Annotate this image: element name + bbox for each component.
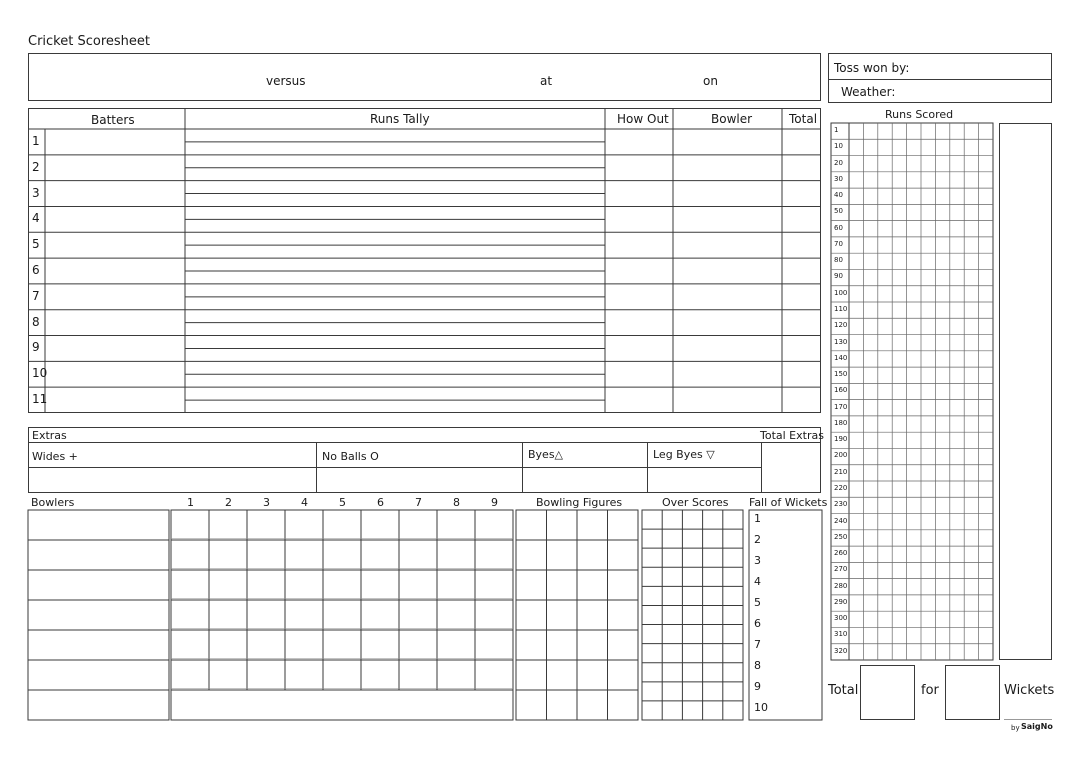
runs-marker-label: 230 [834, 500, 848, 509]
runs-marker-label: 210 [834, 467, 848, 476]
runs-marker-label: 190 [834, 435, 848, 444]
toss-won-by-label: Toss won by: [834, 61, 910, 75]
over-number-label: 1 [187, 496, 194, 509]
fall-of-wicket-number: 3 [754, 554, 761, 567]
batter-number: 8 [32, 314, 40, 329]
fall-of-wicket-number: 4 [754, 575, 761, 588]
leg-byes-label: Leg Byes ▽ [653, 448, 715, 461]
runs-marker-label: 180 [834, 418, 848, 427]
runs-marker-label: 300 [834, 614, 848, 623]
batters-header: Batters [91, 113, 135, 127]
runs-marker-label: 140 [834, 353, 848, 362]
runs-marker-label: 20 [834, 158, 843, 167]
runs-marker-label: 10 [834, 142, 843, 151]
runs-marker-label: 170 [834, 402, 848, 411]
extras-label: Extras [32, 429, 67, 442]
batter-number: 9 [32, 340, 40, 355]
runs-marker-label: 160 [834, 386, 848, 395]
runs-marker-label: 30 [834, 174, 843, 183]
runs-marker-label: 70 [834, 239, 843, 248]
over-number-label: 7 [415, 496, 422, 509]
runs-marker-label: 250 [834, 532, 848, 541]
wides-label: Wides + [32, 450, 78, 463]
byes-label: Byes△ [528, 448, 564, 461]
runs-marker-label: 310 [834, 630, 848, 639]
runs-marker-label: 130 [834, 337, 848, 346]
credit-brand: SaigNo [1021, 722, 1053, 731]
runs-marker-label: 320 [834, 646, 848, 655]
runs-marker-label: 80 [834, 256, 843, 265]
runs-marker-label: 100 [834, 288, 848, 297]
on-label: on [703, 74, 718, 88]
runs-marker-label: 150 [834, 370, 848, 379]
notes-strip [999, 123, 1052, 660]
wickets-label: Wickets [1004, 683, 1055, 698]
total-wickets-box [945, 665, 1000, 720]
batter-number: 7 [32, 288, 40, 303]
over-scores-label: Over Scores [662, 496, 729, 509]
bowling-figures-label: Bowling Figures [536, 496, 623, 509]
over-number-label: 8 [453, 496, 460, 509]
credit-rule [1004, 719, 1052, 720]
runs-marker-label: 90 [834, 272, 843, 281]
runs-scored-box [831, 123, 993, 660]
runs-tally-header: Runs Tally [370, 112, 430, 126]
weather-label: Weather: [841, 85, 896, 99]
over-number-label: 9 [491, 496, 498, 509]
fall-of-wickets-label: Fall of Wickets [749, 496, 828, 509]
batter-number: 11 [32, 392, 48, 407]
batter-number: 1 [32, 133, 40, 148]
total-header: Total [789, 112, 818, 126]
fall-of-wicket-number: 6 [754, 617, 761, 630]
batter-number: 6 [32, 263, 40, 277]
runs-marker-label: 120 [834, 321, 848, 330]
batter-number: 3 [32, 185, 40, 200]
total-runs-box [860, 665, 915, 720]
batter-number: 5 [32, 237, 40, 252]
bowlers-label: Bowlers [31, 496, 75, 509]
at-label: at [540, 74, 553, 88]
runs-marker-label: 260 [834, 549, 848, 558]
over-number-label: 5 [339, 496, 346, 509]
batter-number: 4 [32, 211, 40, 226]
runs-marker-label: 240 [834, 516, 848, 525]
runs-marker-label: 270 [834, 565, 848, 574]
fall-of-wicket-number: 8 [754, 659, 761, 672]
over-number-label: 2 [225, 496, 232, 509]
runs-scored-label: Runs Scored [885, 108, 954, 121]
runs-marker-label: 1 [834, 126, 839, 134]
fall-of-wicket-number: 5 [754, 596, 761, 609]
versus-label: versus [266, 74, 306, 88]
batter-number: 10 [32, 366, 48, 381]
runs-marker-label: 290 [834, 597, 848, 606]
runs-marker-label: 280 [834, 581, 848, 590]
runs-marker-label: 60 [834, 223, 843, 232]
runs-marker-label: 50 [834, 207, 843, 216]
runs-marker-label: 40 [834, 191, 843, 200]
bowler-header: Bowler [711, 112, 753, 126]
fall-of-wicket-number: 1 [754, 512, 761, 525]
over-number-label: 4 [301, 496, 308, 509]
over-number-label: 6 [377, 496, 384, 509]
fall-of-wicket-number: 10 [754, 701, 768, 714]
total-label: Total [828, 683, 859, 698]
runs-marker-label: 220 [834, 484, 848, 492]
credit-by: by [1011, 724, 1020, 732]
batter-number: 2 [32, 159, 40, 174]
how-out-header: How Out [617, 112, 669, 126]
fall-of-wicket-number: 2 [754, 533, 761, 546]
over-number-label: 3 [263, 496, 270, 509]
no-balls-label: No Balls O [322, 450, 379, 463]
for-label: for [921, 683, 939, 698]
total-extras-label: Total Extras [760, 429, 824, 442]
runs-marker-label: 110 [834, 305, 848, 313]
runs-marker-label: 200 [834, 451, 848, 460]
fall-of-wicket-number: 7 [754, 638, 761, 651]
fall-of-wicket-number: 9 [754, 680, 761, 693]
page-title: Cricket Scoresheet [28, 34, 150, 49]
